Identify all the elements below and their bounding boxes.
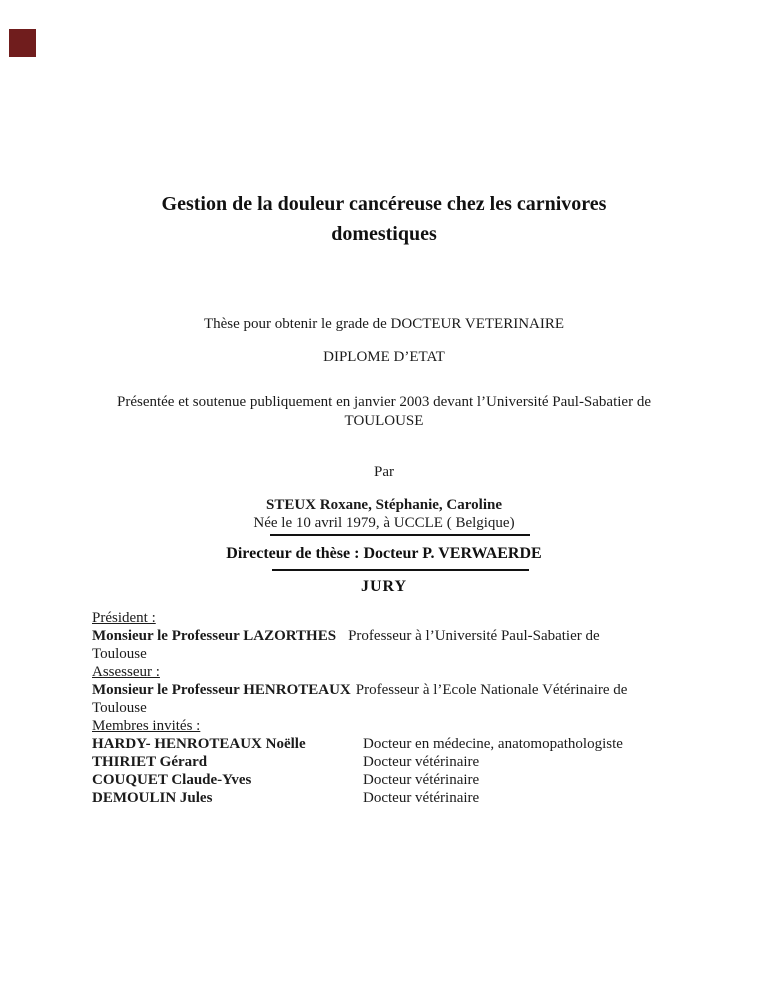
member-name: THIRIET Gérard [92, 754, 208, 770]
invited-member-row [92, 771, 680, 789]
member-title: Docteur vétérinaire [363, 790, 480, 806]
thesis-title [0, 189, 768, 249]
par-label: Par [374, 464, 394, 480]
thesis-title-line1: Gestion de la douleur cancéreuse chez les carnivores [161, 193, 607, 215]
member-name: Monsieur le Professeur LAZORTHES [92, 628, 337, 644]
role-label-assesseur: Assesseur : [92, 664, 160, 680]
degree-diploma-line: DIPLOME D’ETAT [323, 349, 445, 365]
member-name: COUQUET Claude-Yves [92, 772, 252, 788]
degree-thesis-line: Thèse pour obtenir le grade de DOCTEUR VETERINAIRE [203, 316, 565, 332]
jury-assesseur-member [92, 681, 680, 699]
member-name: Monsieur le Professeur HENROTEAUX [92, 682, 351, 698]
member-name: DEMOULIN Jules [92, 790, 213, 806]
corner-marker [9, 29, 36, 57]
member-name: HARDY- HENROTEAUX Noëlle [92, 736, 306, 752]
invited-member-row [92, 789, 680, 807]
role-label-invited: Membres invités : [92, 718, 201, 734]
invited-member-row [92, 753, 680, 771]
jury-assesseur-role [92, 663, 680, 681]
member-title: Docteur vétérinaire [363, 772, 480, 788]
thesis-title-line2: domestiques [331, 223, 437, 245]
divider-rule-top [270, 534, 530, 536]
member-description: Professeur à l’Ecole Nationale Vétérinaire de [355, 682, 628, 698]
presentation-paragraph [0, 393, 768, 431]
author-name: STEUX Roxane, Stéphanie, Caroline [265, 497, 502, 513]
jury-president-member [92, 627, 680, 645]
member-description: Professeur à l’Université Paul-Sabatier de [348, 628, 600, 644]
author-birth: Née le 10 avril 1979, à UCCLE ( Belgique) [253, 515, 515, 531]
presentation-line1: Présentée et soutenue publiquement en janvier 2003 devant l’Université Paul-Sabatier de [116, 394, 651, 410]
jury-assesseur-member-wrap: Toulouse [92, 700, 147, 716]
jury-invited-role [92, 717, 680, 735]
jury-block [92, 609, 680, 807]
divider-rule-bottom [272, 569, 529, 571]
jury-president-member-wrap: Toulouse [92, 646, 147, 662]
member-title: Docteur vétérinaire [363, 754, 480, 770]
invited-member-row [92, 735, 680, 753]
director-line: Directeur de thèse : Docteur P. VERWAERDE [226, 545, 542, 562]
presentation-line2: TOULOUSE [344, 413, 424, 429]
jury-president-role [92, 609, 680, 627]
jury-heading: JURY [360, 578, 408, 595]
role-label-president: Président : [92, 610, 156, 626]
member-title: Docteur en médecine, anatomopathologiste [363, 736, 623, 752]
